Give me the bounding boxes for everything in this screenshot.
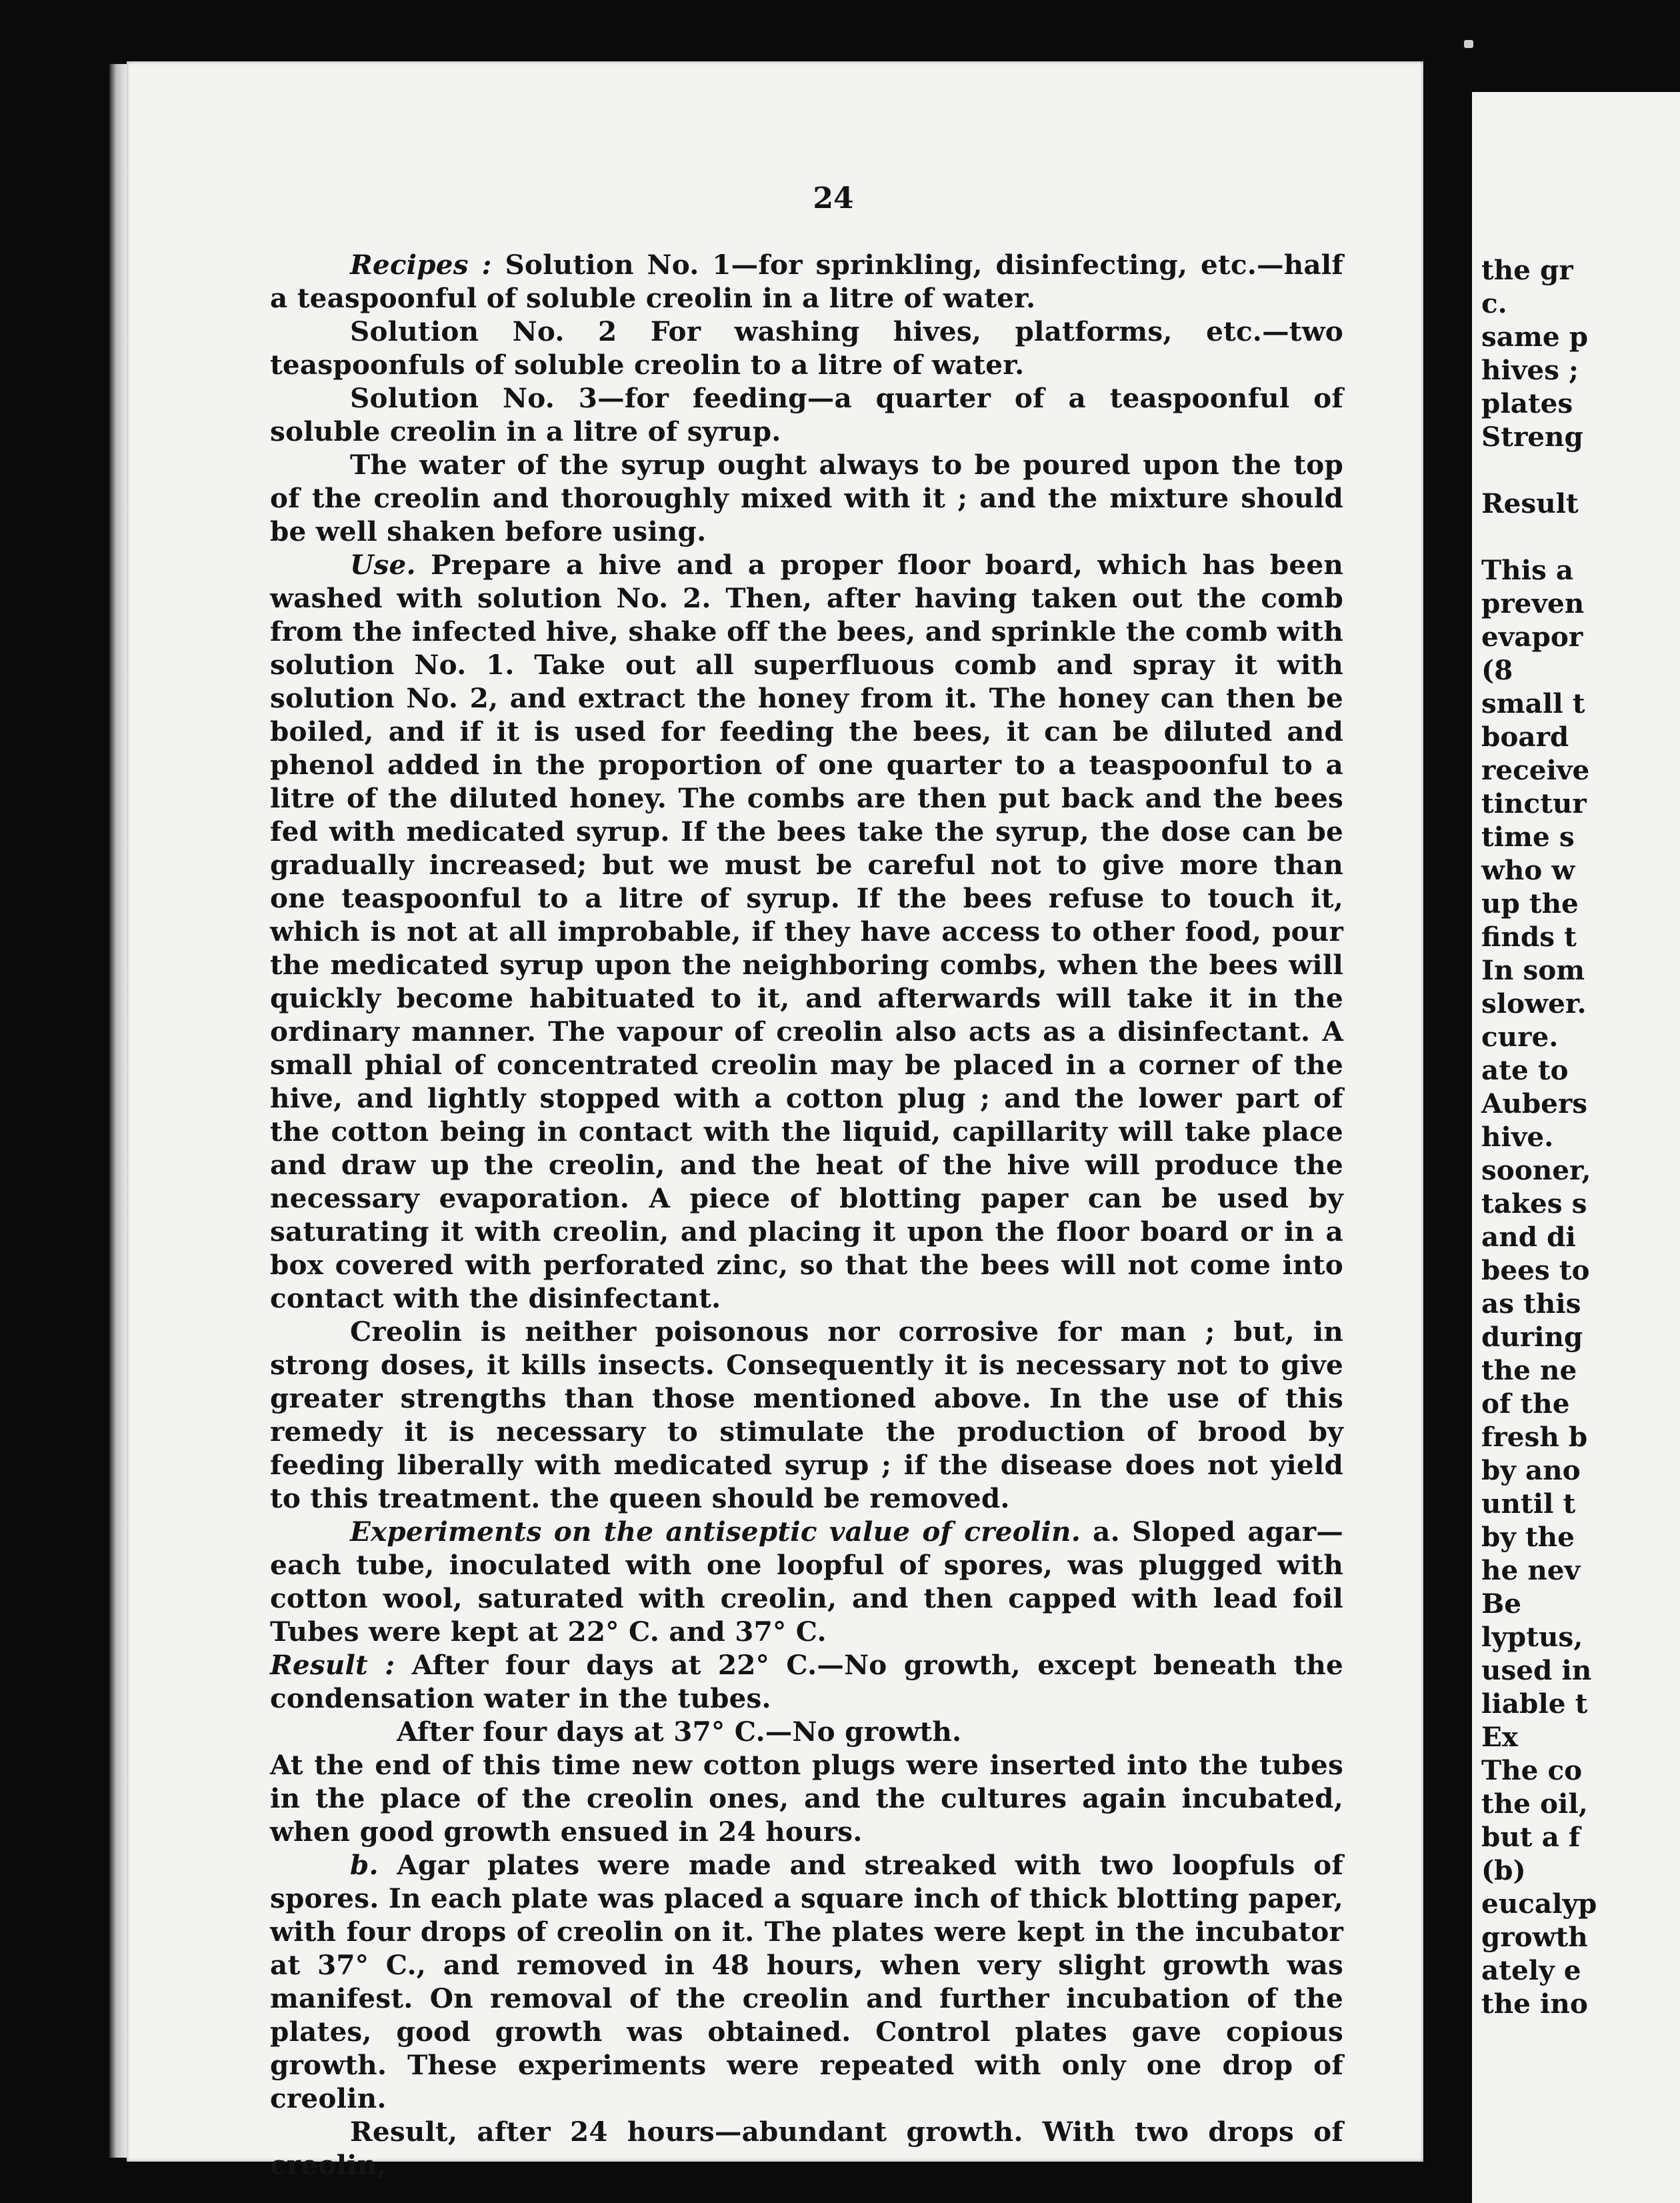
right-page-line: lyptus, <box>1481 1621 1583 1653</box>
right-page-line: time s <box>1481 821 1575 853</box>
syrup-note-paragraph: The water of the syrup ought always to be poured upon the top of the creolin and thoroughly mixed with it ; and the mixture should be well shaken before using. <box>270 449 1343 547</box>
b-label: b. <box>350 1849 379 1881</box>
right-page-line: finds t <box>1481 921 1577 953</box>
use-label: Use. <box>350 549 416 581</box>
right-page-line: and di <box>1481 1221 1576 1253</box>
right-page-line: until t <box>1481 1488 1576 1520</box>
result-paragraph <box>270 1648 1343 1715</box>
right-page-line: small t <box>1481 687 1585 719</box>
experiments-text: a. Sloped agar—each tube, inoculated with one loopful of spores, was plugged with cotton wool, saturated with creolin, and then capped with lead foil Tubes were kept at 22° C. and 37° C. <box>270 1516 1343 1648</box>
right-page-line: hive. <box>1481 1121 1554 1153</box>
right-page-line: c. <box>1481 287 1507 319</box>
right-page-line: same p <box>1481 321 1589 353</box>
right-page-line: tinctur <box>1481 787 1587 819</box>
experiments-paragraph <box>270 1515 1343 1648</box>
result-line-1: After four days at 22° C.—No growth, except beneath the condensation water in the tubes. <box>270 1649 1343 1714</box>
right-page-line: cure. <box>1481 1021 1559 1053</box>
last-line: Result, after 24 hours—abundant growth. With two drops of creolin, <box>270 2116 1343 2181</box>
right-page-line: ately e <box>1481 1954 1581 1986</box>
right-page-line: by ano <box>1481 1454 1581 1486</box>
right-page-line: plates <box>1481 387 1573 419</box>
b-text: Agar plates were made and streaked with two loopfuls of spores. In each plate was placed a square inch of thick blotting paper, with four drops of creolin on it. The plates were kept in the incubator at 37° C., and removed in 48 hours, when very slight growth was manifest. On removal of the creolin and further incubation of the plates, good growth was obtained. Control plates gave copious growth. These experiments were repeated with only one drop of creolin. <box>270 1849 1343 2114</box>
right-page-line: preven <box>1481 587 1585 619</box>
result-label: Result : <box>270 1649 395 1681</box>
left-page-text <box>270 248 1343 2182</box>
recipes-text: Solution No. 1—for sprinkling, disinfecting, etc.—half a teaspoonful of soluble creolin in a litre of water. <box>270 249 1343 314</box>
right-page-line: receive <box>1481 754 1590 786</box>
right-page-line: during <box>1481 1321 1583 1353</box>
right-page-line: liable t <box>1481 1688 1588 1720</box>
right-page-line: who w <box>1481 854 1575 886</box>
right-page-line: ate to <box>1481 1054 1569 1086</box>
recipes-paragraph <box>270 248 1343 315</box>
right-page-line <box>1481 453 1680 487</box>
right-page-line: eucalyp <box>1481 1888 1597 1920</box>
right-page-line: fresh b <box>1481 1421 1588 1453</box>
creolin-paragraph: Creolin is neither poisonous nor corrosive for man ; but, in strong doses, it kills insects. Consequently it is necessary not to give greater strengths than those mentioned above. In the use of this remedy it is necessary to stimulate the production of brood by feeding liberally with medicated syrup ; if the disease does not yield to this treatment. the queen should be removed. <box>270 1316 1343 1514</box>
right-page-text <box>1481 253 1680 2020</box>
right-page-line: the oil, <box>1481 1788 1588 1820</box>
scan-speck <box>1464 40 1473 48</box>
right-page-line: Result <box>1481 487 1579 519</box>
recipes-label: Recipes : <box>350 249 492 281</box>
right-page-line: growth <box>1481 1921 1588 1953</box>
right-page-line: The co <box>1481 1754 1583 1786</box>
right-page-line: up the <box>1481 887 1579 919</box>
page-edge <box>109 64 127 2158</box>
right-page-line: (8 <box>1481 654 1513 686</box>
right-page-line: This a <box>1481 554 1574 586</box>
solution-2-paragraph: Solution No. 2 For washing hives, platforms, etc.—two teaspoonfuls of soluble creolin to a litre of water. <box>270 315 1343 381</box>
right-page-line: bees to <box>1481 1254 1590 1286</box>
right-page-line: the gr <box>1481 254 1573 286</box>
solution-3-paragraph: Solution No. 3—for feeding—a quarter of a teaspoonful of soluble creolin in a litre of syrup. <box>270 382 1343 447</box>
experiments-label: Experiments on the antiseptic value of creolin. <box>350 1516 1081 1548</box>
right-page-line: board <box>1481 721 1569 753</box>
right-page-line: Streng <box>1481 421 1583 453</box>
use-text: Prepare a hive and a proper floor board, which has been washed with solution No. 2. Then, after having taken out the comb from the infected hive, shake off the bees, and sprinkle the comb with solution No. 1. Take out all superfluous comb and spray it with solution No. 2, and extract the honey from it. The honey can then be boiled, and if it is used for feeding the bees, it can be diluted and phenol added in the proportion of one quarter to a teaspoonful to a litre of the diluted honey. The combs are then put back and the bees fed with medicated syrup. If the bees take the syrup, the dose can be gradually increased; but we must be careful not to give more than one teaspoonful to a litre of syrup. If the bees refuse to touch it, which is not at all improbable, if they have access to other food, pour the medicated syrup upon the neighboring combs, when the bees will quickly become habituated to it, and afterwards will take it in the ordinary manner. The vapour of creolin also acts as a disinfectant. A small phial of concentrated creolin may be placed in a corner of the hive, and lightly stopped with a cotton plug ; and the lower part of the cotton being in contact with the liquid, capillarity will take place and draw up the creolin, and the heat of the hive will produce the necessary evaporation. A piece of blotting paper can be used by saturating it with creolin, and placing it upon the floor board or in a box covered with perforated zinc, so that the bees will not come into contact with the disinfectant. <box>270 549 1343 1314</box>
right-page-line: but a f <box>1481 1821 1581 1853</box>
right-page-line: of the <box>1481 1388 1570 1420</box>
right-page-line: he nev <box>1481 1554 1581 1586</box>
right-page-line: (b) <box>1481 1854 1526 1886</box>
right-page-line <box>1481 520 1680 553</box>
right-page <box>1472 92 1680 2203</box>
right-page-line: In som <box>1481 954 1585 986</box>
result-line-2: After four days at 37° C.—No growth. <box>397 1716 962 1748</box>
use-paragraph <box>270 548 1343 1315</box>
page-number: 24 <box>813 181 854 215</box>
right-page-line: slower. <box>1481 987 1587 1019</box>
b-paragraph <box>270 1848 1343 2115</box>
right-page-line: as this <box>1481 1288 1581 1320</box>
right-page-line: takes s <box>1481 1188 1587 1220</box>
right-page-line: by the <box>1481 1521 1575 1553</box>
right-page-line: used in <box>1481 1654 1592 1686</box>
right-page-line: the ne <box>1481 1354 1577 1386</box>
right-page-line: Aubers <box>1481 1087 1588 1120</box>
right-page-line: Be <box>1481 1588 1521 1620</box>
right-page-line: the ino <box>1481 1988 1588 2020</box>
right-page-line: sooner, <box>1481 1154 1591 1186</box>
right-page-line: hives ; <box>1481 354 1579 386</box>
right-page-line: Ex <box>1481 1721 1519 1753</box>
end-paragraph: At the end of this time new cotton plugs were inserted into the tubes in the place of the creolin ones, and the cultures again incubated, when good growth ensued in 24 hours. <box>270 1749 1343 1848</box>
right-page-line: evapor <box>1481 621 1583 653</box>
